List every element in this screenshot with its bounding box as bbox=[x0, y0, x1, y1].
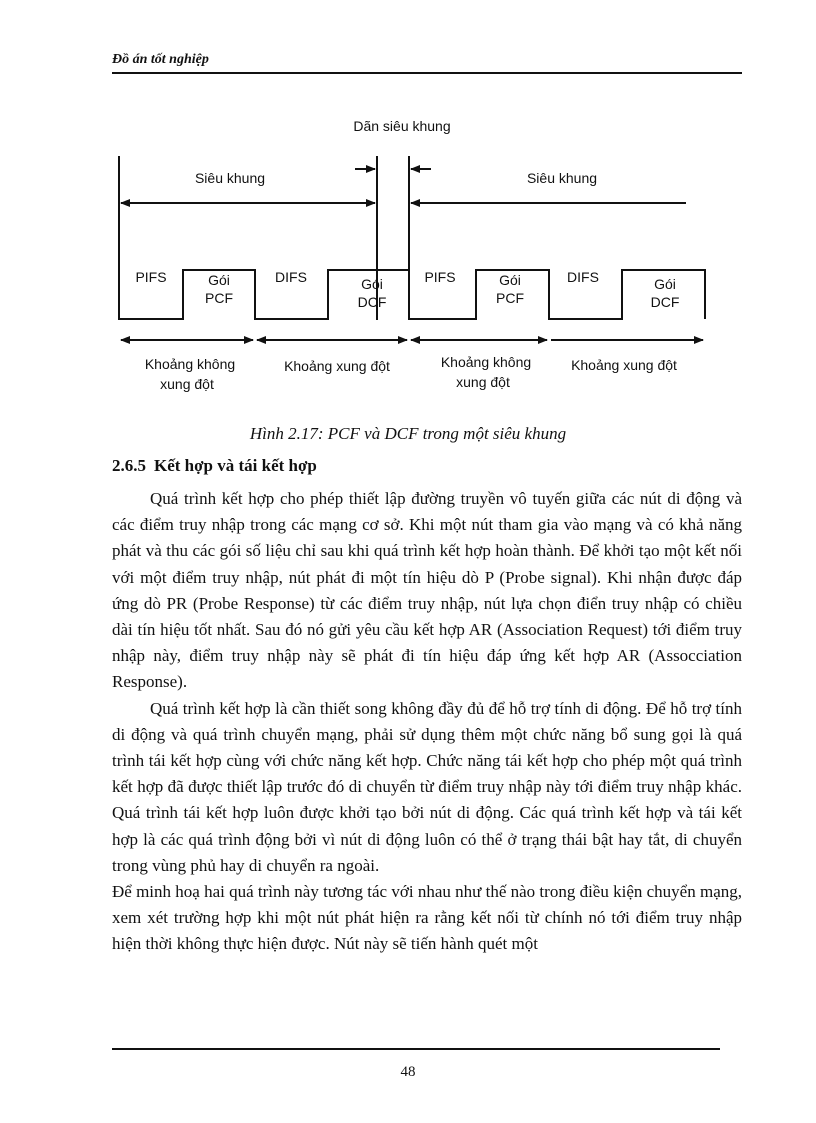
cfp-2-label-line2: xung đột bbox=[456, 374, 510, 390]
section-heading bbox=[112, 456, 325, 476]
page-number: 48 bbox=[400, 1064, 416, 1080]
paragraph: Quá trình kết hợp cho phép thiết lập đường truyền vô tuyến giữa các nút di động và các điểm truy nhập trong các mạng cơ sở. Khi một nút tham gia vào mạng và có khả năng phát và thu các gói số liệu chỉ sau khi quá trình kết hợp hoàn thành. Để khởi tạo một kết nối với một điểm truy nhập, nút phát đi một tín hiệu dò P (Probe signal). Khi nhận được đáp ứng dò PR (Probe Response) từ các điểm truy nhập, nút lựa chọn điển truy nhập có chiều dài tín hiệu tốt nhất. Sau đó nó gửi yêu cầu kết hợp AR (Association Request) tới điểm truy nhập này, điểm truy nhập này sẽ phát đi tín hiệu đáp ứng kết hợp AR (Assocciation Response). bbox=[112, 489, 742, 692]
stretch-label: Dãn siêu khung bbox=[353, 118, 451, 134]
pcf-1-label-line1: Gói bbox=[208, 272, 230, 288]
dcf-2-label-line1: Gói bbox=[654, 276, 676, 292]
pcf-dcf-superframe-diagram bbox=[0, 108, 816, 408]
dcf-1-label-line2: DCF bbox=[357, 294, 387, 310]
pcf-2-label-line2: PCF bbox=[496, 290, 524, 306]
paragraph: Quá trình kết hợp là cần thiết song không đầy đủ để hỗ trợ tính di động. Để hỗ trợ tính di động và quá trình chuyển mạng, phải sử dụng thêm một chức năng bổ sung gọi là quá trình tái kết hợp cùng với chức năng kết hợp. Chức năng tái kết hợp cho phép một quá trình kết hợp đã được thiết lập trước đó di chuyển từ điểm truy nhập này tới điểm truy nhập khác. Quá trình tái kết hợp luôn được khởi tạo bởi nút di động. Các quá trình kết hợp và tái kết hợp là các quá trình động bởi vì nút di động luôn có thể ở trạng thái bật hay tắt, di chuyển trong vùng phủ hay di chuyển ra ngoài. bbox=[112, 698, 742, 875]
cfp-1-label-line1: Khoảng không bbox=[144, 356, 236, 372]
body-text bbox=[112, 486, 742, 958]
difs-1-label: DIFS bbox=[275, 269, 307, 285]
pifs-2-label: PIFS bbox=[424, 269, 456, 285]
page-header-title: Đồ án tốt nghiệp bbox=[112, 52, 209, 67]
difs-2-label: DIFS bbox=[567, 269, 599, 285]
header-rule bbox=[112, 72, 742, 74]
superframe-right-label: Siêu khung bbox=[526, 170, 598, 186]
dcf-2-label-line2: DCF bbox=[650, 294, 680, 310]
section-number: 2.6.5 bbox=[112, 456, 146, 475]
paragraph: Để minh hoạ hai quá trình này tương tác với nhau như thế nào trong điều kiện chuyển mạng, xem xét trường hợp khi một nút phát hiện ra rằng kết nối từ chính nó tới điểm truy nhập hiện thời không thực hiện được. Nút này sẽ tiến hành quét một bbox=[112, 882, 742, 954]
cfp-2-label-line1: Khoảng không bbox=[440, 354, 532, 370]
footer-rule bbox=[112, 1048, 720, 1050]
dcf-1-label-line1: Gói bbox=[361, 276, 383, 292]
pcf-2-label-line1: Gói bbox=[499, 272, 521, 288]
pcf-1-label-line2: PCF bbox=[205, 290, 233, 306]
section-title: Kết hợp và tái kết hợp bbox=[154, 456, 317, 475]
cfp-1-label-line2: xung đột bbox=[160, 376, 214, 392]
cp-1-label: Khoảng xung đột bbox=[284, 358, 390, 374]
cp-2-label: Khoảng xung đột bbox=[571, 357, 677, 373]
superframe-left-label: Siêu khung bbox=[194, 170, 266, 186]
pifs-1-label: PIFS bbox=[135, 269, 167, 285]
figure-caption: Hình 2.17: PCF và DCF trong một siêu khung bbox=[249, 424, 567, 443]
